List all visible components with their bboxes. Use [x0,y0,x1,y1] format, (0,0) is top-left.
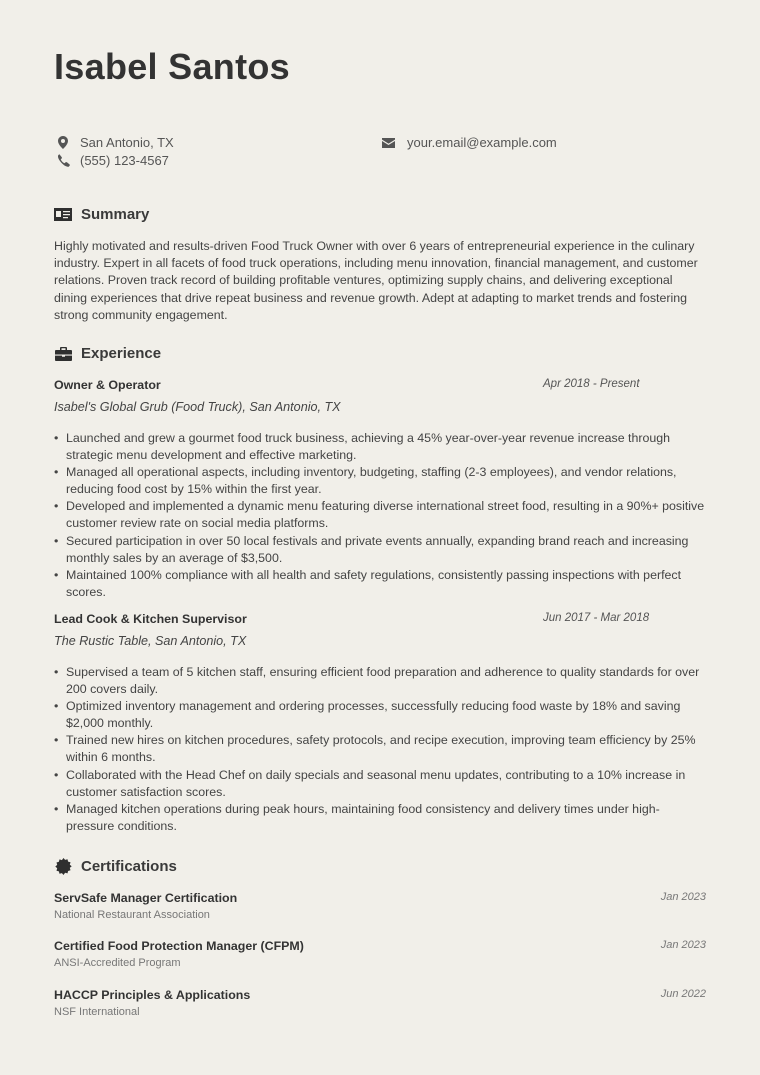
job-bullet [54,698,706,732]
job-bullet-text: Maintained 100% compliance with all health and safety regulations, consistently passing inspections with perfect scores. [66,567,682,599]
certification-issuer: National Restaurant Association [54,909,210,921]
job-title: Owner & Operator [54,378,161,392]
contact-email [379,135,557,150]
job-date: Apr 2018 - Present [543,378,640,390]
certification-issuer: ANSI-Accredited Program [54,957,181,969]
job-bullet-text: Optimized inventory management and ordering processes, successfully reducing food waste by 18% and saving $2,000 monthly. [66,699,681,731]
job-bullet [54,498,706,532]
job-bullet-text: Supervised a team of 5 kitchen staff, ensuring efficient food preparation and adherence to quality standards for over 200 covers daily. [66,665,700,697]
contact-location [54,135,174,150]
job-bullet-text: Launched and grew a gourmet food truck business, achieving a 45% year-over-year revenue increase through strategic menu development and effective marketing. [66,431,671,463]
job-bullet [54,464,706,498]
job-bullet-list [54,430,706,601]
job-date: Jun 2017 - Mar 2018 [543,612,650,624]
job-bullet-text: Developed and implemented a dynamic menu featuring diverse international street food, resulting in a 90%+ positive customer review rate on social media platforms. [66,499,705,531]
experience-heading-label: Experience [81,345,162,362]
bullet-icon: • [54,733,59,748]
job-bullet [54,664,706,698]
contact-phone [54,153,169,168]
job-bullet [54,567,706,601]
summary-heading-label: Summary [81,206,150,223]
certifications-heading-label: Certifications [81,858,177,875]
certification-date: Jun 2022 [660,988,706,1000]
bullet-icon: • [54,767,59,782]
phone-icon [54,154,72,167]
certification-name: HACCP Principles & Applications [54,988,251,1002]
location-text: San Antonio, TX [80,135,174,150]
certification-date: Jan 2023 [660,939,706,951]
job-organization: Isabel's Global Grub (Food Truck), San Antonio, TX [54,400,341,414]
certification-date: Jan 2023 [660,891,706,903]
phone-text[interactable]: (555) 123-4567 [80,153,169,168]
map-marker-icon [54,136,72,149]
job-organization: The Rustic Table, San Antonio, TX [54,634,247,648]
bullet-icon: • [54,431,59,445]
bullet-icon: • [54,699,59,714]
bullet-icon: • [54,533,59,548]
job-bullet [54,767,706,801]
job-bullet [54,430,706,464]
envelope-icon [379,138,397,148]
job-bullet-text: Collaborated with the Head Chef on daily specials and seasonal menu updates, contributing to a 10% increase in customer satisfaction scores. [66,767,686,799]
job-bullet [54,533,706,567]
bullet-icon: • [54,465,59,480]
id-card-icon [54,207,72,223]
job-title: Lead Cook & Kitchen Supervisor [54,612,247,626]
summary-heading [54,206,149,223]
certificate-badge-icon [54,859,72,875]
experience-heading [54,345,161,362]
bullet-icon: • [54,567,59,582]
certification-name: Certified Food Protection Manager (CFPM) [54,939,304,953]
job-bullet-text: Secured participation in over 50 local festivals and private events annually, expanding brand reach and increasing monthly sales by an average of $3,500. [66,533,689,565]
briefcase-icon [54,346,72,362]
job-bullet-text: Trained new hires on kitchen procedures, safety protocols, and recipe execution, improving team efficiency by 25% within 6 months. [66,733,696,765]
certification-name: ServSafe Manager Certification [54,891,238,905]
job-bullet [54,801,706,835]
candidate-name: Isabel Santos [54,46,290,87]
job-bullet [54,732,706,766]
job-bullet-text: Managed all operational aspects, including inventory, budgeting, staffing (2-3 employees), and vendor relations, reducing food cost by 15% within the first year. [66,465,677,497]
summary-text: Highly motivated and results-driven Food Truck Owner with over 6 years of entrepreneurial experience in the culinary industry. Expert in all facets of food truck operations, including menu innovation, financial management, and customer relations. Proven track record of building profitable ventures, optimizing supply chains, and delivering exceptional dining experiences that drive repeat business and revenue growth. Adept at adapting to market trends and fostering strong community engagement. [54,239,698,322]
job-bullet-text: Managed kitchen operations during peak hours, maintaining food consistency and delivery times under high-pressure conditions. [66,801,660,833]
bullet-icon: • [54,499,59,514]
certification-issuer: NSF International [54,1006,140,1018]
job-bullet-list [54,664,706,835]
email-link[interactable]: your.email@example.com [407,135,557,150]
bullet-icon: • [54,665,59,679]
certifications-heading [54,858,177,875]
bullet-icon: • [54,801,59,816]
